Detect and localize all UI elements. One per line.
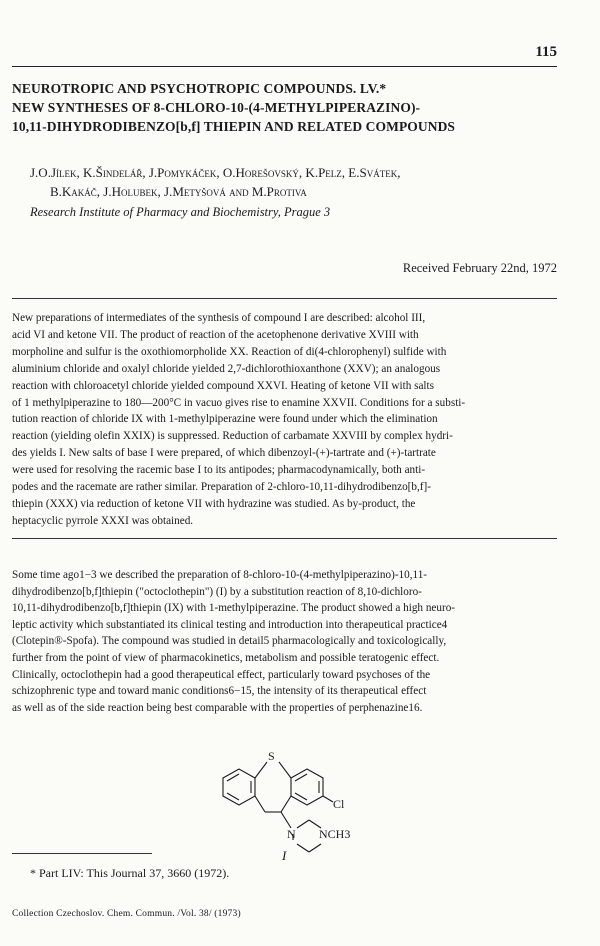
affiliation: Research Institute of Pharmacy and Biochemistry, Prague 3 <box>30 205 331 219</box>
n-methyl-label: NCH3 <box>319 827 351 841</box>
received-date: Received February 22nd, 1972 <box>402 261 557 275</box>
chemical-structure <box>205 740 375 860</box>
footnote: * Part LIV: This Journal 37, 3660 (1972). <box>30 866 230 880</box>
body-line: Some time ago1−3 we described the preparation of 8-chloro-10-(4-methylpiperazino)-10,11- <box>12 569 428 581</box>
abstract-line: acid VI and ketone VII. The product of reaction of the acetophenone derivative XVIII with <box>12 328 419 341</box>
article-title-line-2: 10,11-DIHYDRODIBENZO[b,f] THIEPIN AND RELATED COMPOUNDS <box>12 119 456 134</box>
footnote-rule <box>12 853 152 854</box>
ch-ring-bond <box>281 796 291 812</box>
abstract-line: des yields I. New salts of base I were prepared, of which dibenzoyl-(+)-tartrate and (+)-tartrate <box>12 447 436 460</box>
abstract-line: podes and the racemate are rather similar. Preparation of 2-chloro-10,11-dihydrodibenzo[b,f]- <box>12 481 431 494</box>
page-number: 115 <box>535 44 557 60</box>
abstract-line: morpholine and sulfur is the oxothiomorpholide XX. Reaction of di(4-chlorophenyl) sulfide with <box>12 345 447 358</box>
body-line: dihydrodibenzo[b,f]thiepin ("octoclothepin") (I) by a substitution reaction of 8,10-dichloro- <box>12 585 422 598</box>
abstract-line: reaction (yielding olefin XXIX) is suppressed. Reduction of carbamate XXVIII by complex hydri- <box>12 430 453 443</box>
authors-line-1: J.O.Jílek, K.Šindelář, J.Pomykáček, O.Horešovský, K.Pelz, E.Svátek, <box>30 165 401 180</box>
abstract-line: thiepin (XXX) via reduction of ketone VII with hydrazine was studied. As by-product, the <box>12 497 416 510</box>
structure-drawing <box>205 740 375 860</box>
article-title-block <box>12 79 557 136</box>
journal-citation: Collection Czechoslov. Chem. Commun. /Vol. 38/ (1973) <box>12 909 241 919</box>
abstract <box>12 310 557 530</box>
abstract-rule-bottom <box>12 538 557 539</box>
article-title-line-1: NEW SYNTHESES OF 8-CHLORO-10-(4-METHYLPIPERAZINO)- <box>12 100 421 115</box>
chlorine-atom-label: Cl <box>333 797 345 811</box>
body-line: Clinically, octoclothepin had a good therapeutical effect, particularly toward psychoses of the <box>12 668 431 681</box>
abstract-line: New preparations of intermediates of the synthesis of compound I are described: alcohol III, <box>12 312 426 324</box>
abstract-line: tution reaction of chloride IX with 1-methylpiperazine were found under which the elimination <box>12 413 438 426</box>
authors-line-2: B.Kakáč, J.Holubek, J.Metyšová and M.Protiva <box>50 184 307 199</box>
body-line: (Clotepin®-Spofa). The compound was studied in detail5 pharmacologically and toxicologically, <box>12 635 447 648</box>
body-line: as well as of the side reaction being best comparable with the properties of perphenazine16. <box>12 701 423 714</box>
abstract-line: were used for resolving the racemic base I to its antipodes; pharmacodynamically, both anti- <box>12 464 426 477</box>
c-s-bond-right <box>279 762 291 778</box>
abstract-line: heptacyclic pyrrole XXXI was obtained. <box>12 514 194 527</box>
author-list <box>30 163 550 201</box>
body-line: leptic activity which substantiated its clinical testing and introduction into therapeutical practice4 <box>12 618 448 631</box>
abstract-line: aluminium chloride and oxalyl chloride yielded 2,7-dichlorothioxanthone (XXV); an analogous <box>12 362 441 375</box>
c-n-bond <box>281 812 291 828</box>
abstract-line: of 1 methylpiperazine to 180—200°C in vacuo gives rise to enamine XXVII. Conditions for a substi- <box>12 396 466 409</box>
header-rule <box>12 66 557 67</box>
body-line: further from the point of view of pharmacokinetics, metabolism and possible teratogenic effect. <box>12 651 440 664</box>
body-line: 10,11-dihydrodibenzo[b,f]thiepin (IX) with 1-methylpiperazine. The product showed a high neuro- <box>12 602 456 615</box>
structure-label: I <box>282 848 287 863</box>
body-line: schizophrenic type and toward manic conditions6−15, the intensity of its therapeutical effect <box>12 685 427 698</box>
abstract-rule-top <box>12 298 557 299</box>
sulfur-atom-label: S <box>268 749 275 763</box>
abstract-line: reaction with chloroacetyl chloride yielded compound XXVI. Heating of ketone VII with salts <box>12 379 435 392</box>
series-title: NEUROTROPIC AND PSYCHOTROPIC COMPOUNDS. LV.* <box>12 81 387 96</box>
c-s-bond-left <box>255 762 267 778</box>
body-text <box>12 567 557 716</box>
c-cl-bond <box>323 796 333 802</box>
piperazine-bond <box>297 820 309 828</box>
nitrogen-atom-label: N <box>287 827 296 841</box>
ch2-bond <box>255 796 265 812</box>
